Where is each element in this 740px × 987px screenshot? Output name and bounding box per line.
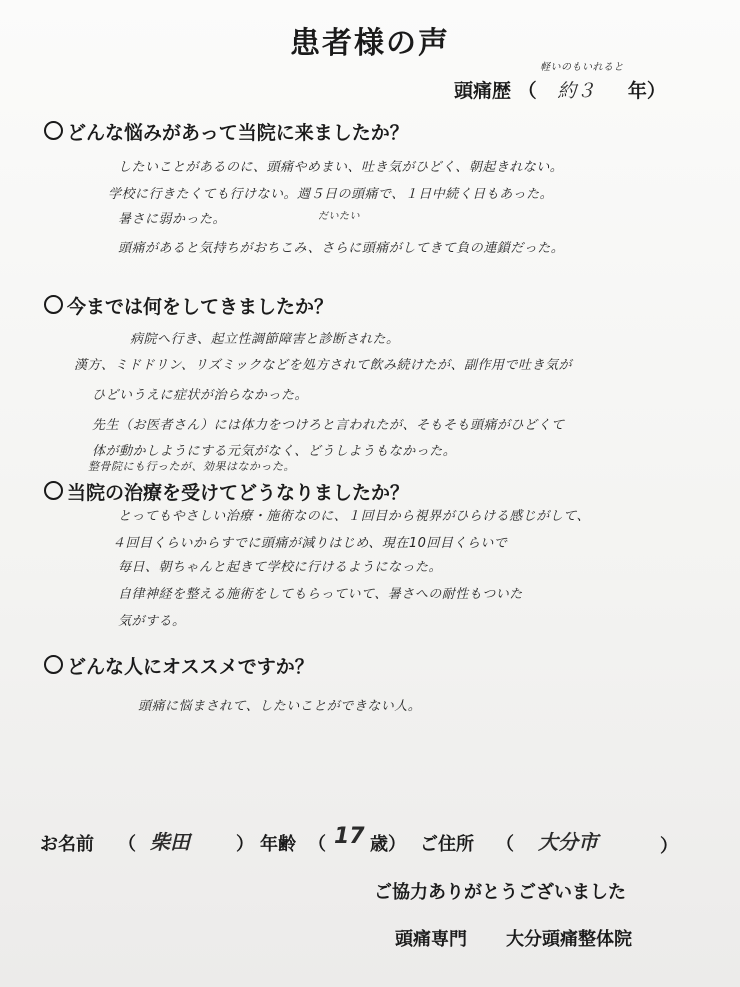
answer-3-line-1: とってもやさしい治療・施術なのに、１回目から視界がひらける感じがして、	[118, 509, 590, 524]
question-4-text: どんな人にオススメですか？	[67, 656, 314, 678]
circle-icon	[44, 121, 63, 140]
age-unit: 歳）	[370, 834, 406, 855]
clinic-name: 大分頭痛整体院	[506, 929, 632, 950]
answer-3-line-2: ４回目くらいからすでに頭痛が減りはじめ、現在10回目くらいで	[112, 536, 508, 551]
age-label: 年齢	[260, 834, 296, 855]
name-label: お名前	[40, 834, 94, 855]
answer-1-line-4: 頭痛があると気持ちがおちこみ、さらに頭痛がしてきて負の連鎖だった。	[118, 241, 565, 256]
answer-2-line-6: 整骨院にも行ったが、効果はなかった。	[88, 460, 295, 473]
question-3-text: 当院の治療を受けてどうなりましたか？	[67, 482, 410, 504]
question-3	[44, 478, 409, 505]
answer-3-line-5: 気がする。	[118, 614, 186, 629]
answer-2-line-4: 先生（お医者さん）には体力をつけろと言われたが、そもそも頭痛がひどくて	[92, 418, 565, 433]
age-value: 17	[334, 824, 365, 849]
question-1-text: どんな悩みがあって当院に来ましたか？	[67, 122, 409, 144]
answer-1-line-1: したいことがあるのに、頭痛やめまい、吐き気がひどく、朝起きれない。	[118, 160, 564, 175]
page-title: 患者様の声	[290, 26, 450, 61]
address-label: ご住所	[420, 834, 474, 855]
history-value: 約３	[557, 80, 596, 102]
answer-4-line-1: 頭痛に悩まされて、したいことができない人。	[138, 699, 422, 714]
name-value: 柴田	[150, 830, 190, 854]
name-open-paren: （	[118, 834, 136, 855]
answer-2-line-5: 体が動かしようにする元気がなく、どうしようもなかった。	[92, 444, 457, 459]
answer-1-line-3: 暑さに弱かった。	[118, 212, 227, 227]
circle-icon	[44, 295, 63, 314]
answer-1-note: だいたい	[318, 211, 360, 222]
answer-1-line-2: 学校に行きたくても行けない。週５日の頭痛で、１日中続く日もあった。	[108, 187, 554, 202]
thanks-message: ご協力ありがとうございました	[374, 882, 626, 903]
history-open-paren: （	[517, 80, 537, 102]
circle-icon	[44, 481, 63, 500]
name-close-paren: ）	[236, 834, 254, 855]
answer-2-line-2: 漢方、ミドドリン、リズミックなどを処方されて飲み続けたが、副作用で吐き気が	[74, 358, 572, 373]
answer-3-line-4: 自律神経を整える施術をしてもらっていて、暑さへの耐性もついた	[118, 587, 523, 602]
answer-3-line-3: 毎日、朝ちゃんと起きて学校に行けるようになった。	[118, 560, 443, 575]
answer-2-line-3: ひどいうえに症状が治らなかった。	[92, 388, 309, 403]
question-2	[44, 292, 333, 319]
circle-icon	[44, 655, 63, 674]
age-open-paren: （	[308, 834, 326, 855]
address-close-paren: ）	[660, 836, 678, 857]
answer-2-line-1: 病院へ行き、起立性調節障害と診断された。	[130, 332, 400, 347]
address-value: 大分市	[538, 830, 598, 854]
history-label: 頭痛歴	[454, 80, 512, 102]
question-4	[44, 652, 314, 679]
question-1	[44, 118, 409, 145]
history-unit: 年）	[627, 80, 666, 102]
address-open-paren: （	[496, 834, 514, 855]
headache-history	[454, 76, 666, 103]
clinic-type: 頭痛専門	[395, 929, 467, 950]
question-2-text: 今までは何をしてきましたか？	[67, 296, 334, 318]
history-note: 軽いのもいれると	[540, 62, 624, 73]
